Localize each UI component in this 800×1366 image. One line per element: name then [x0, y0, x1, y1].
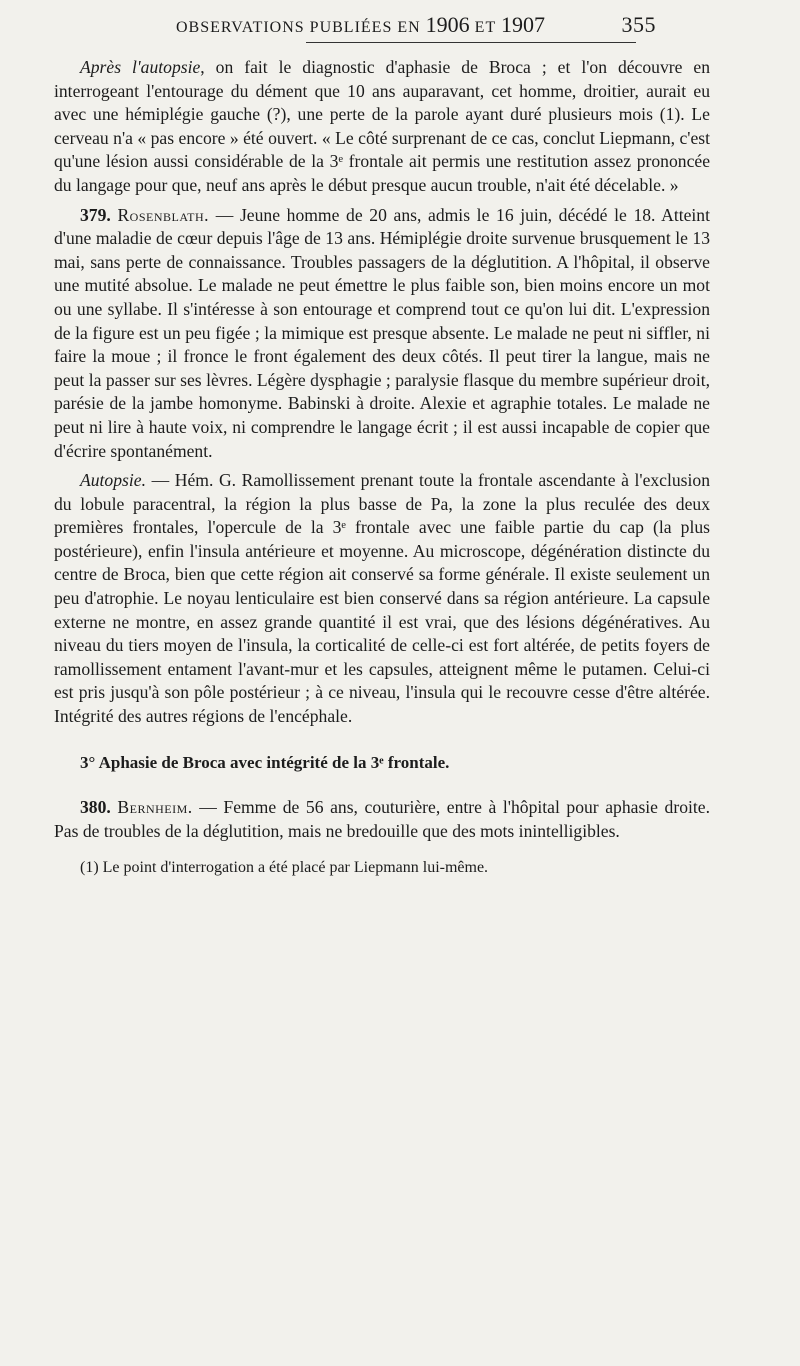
- paragraph-text: — Jeune homme de 20 ans, admis le 16 juin, décédé le 18. Atteint d'une maladie de cœur depuis l'âge de 13 ans. Hémiplégie droite survenue brusquement le 13 mai, sans perte de connaissance. Troubles passagers de la déglutition. A l'hôpital, il observe une mutité absolue. Le malade ne peut émettre le plus faible son, bien moins encore un mot ou une syllabe. Il s'intéresse à son entourage et comprend tout ce qu'on lui dit. L'expression de la figure est un peu figée ; la mimique est presque absente. Le malade ne peut ni siffler, ni faire la moue ; il fronce le front également des deux côtés. Il peut tirer la langue, mais ne peut la passer sur ses lèvres. Légère dysphagie ; paralysie flasque du membre supérieur droit, parésie de la jambe homonyme. Babinski à droite. Alexie et agraphie totales. Le malade ne peut ni lire à haute voix, ni comprendre le langage écrit ; il est aussi incapable de copier que d'écrire spontanément.: [54, 204, 710, 461]
- title-part: OBSERVATIONS PUBLIÉES EN: [176, 19, 426, 36]
- paragraph-text: , on fait le diagnostic d'aphasie de Broca ; et l'on découvre en interrogeant l'entourage du dément que 10 ans auparavant, cet homme, droitier, aurait eu avec une hémiplégie gauche (?), une perte de la parole ayant duré plusieurs mois (1). Le cerveau n'a « pas encore » été ouvert. « Le côté surprenant de ce cas, conclut Liepmann, c'est qu'une lésion aussi considérable de la 3ᵉ frontale ait permis une restitution assez prononcée du langage pour que, neuf ans après le début presque aucun trouble, n'ait été décelable. »: [54, 57, 711, 195]
- observation-379: [54, 204, 710, 464]
- paragraph-autopsy-liepmann: [54, 56, 710, 198]
- footnote: [80, 857, 710, 878]
- observation-author: Rosenblath.: [117, 204, 210, 225]
- year-1906: 1906: [425, 12, 470, 37]
- observation-number: 379.: [80, 204, 111, 225]
- observation-380: [54, 796, 710, 843]
- header-rule: [306, 42, 636, 43]
- running-title: [176, 12, 545, 38]
- observation-number: 380.: [80, 797, 111, 818]
- running-header: [176, 12, 656, 38]
- italic-lead: Autopsie.: [80, 470, 146, 491]
- title-part: ET: [469, 19, 501, 36]
- footnote-text: Le point d'interrogation a été placé par Liepmann lui-même.: [98, 859, 489, 876]
- observation-author: Bernheim.: [117, 797, 193, 818]
- paragraph-text: — Hém. G. Ramollissement prenant toute la frontale ascendante à l'exclusion du lobule paracentral, la région la plus basse de Pa, la zone la plus reculée des deux premières frontales, l'opercule de la 3ᵉ frontale avec une faible partie du cap (la plus postérieure), enfin l'insula antérieure et moyenne. Au microscope, dégénération distincte du centre de Broca, bien que cette région ait conservé sa forme générale. Il existe seulement un peu d'atrophie. Le noyau lenticulaire est bien conservé dans sa région antérieure. La capsule externe ne montre, en assez grande quantité il est vrai, que des lésions dégénératives. Au niveau du tiers moyen de l'insula, la corticalité de celle-ci est fort altérée, de petits foyers de ramollissement entament l'avant-mur et les capsules, atteignent même le putamen. Celui-ci est pris jusqu'à son pôle postérieur ; à ce niveau, l'insula qui le recouvre cesse d'être altérée. Intégrité des autres régions de l'encéphale.: [54, 470, 710, 727]
- main-text: [54, 56, 710, 843]
- paragraph-autopsie: [54, 469, 710, 729]
- paragraph-text: — Femme de 56 ans, couturière, entre à l'hôpital pour aphasie droite. Pas de troubles de la déglutition, mais ne bredouille que des mots inintelligibles.: [54, 797, 710, 841]
- year-1907: 1907: [500, 12, 545, 37]
- italic-lead: Après l'autopsie: [80, 57, 201, 77]
- footnote-marker: (1): [80, 859, 99, 876]
- section-heading: 3° Aphasie de Broca avec intégrité de la 3ᵉ frontale.: [80, 752, 450, 772]
- page-number: 355: [621, 12, 656, 37]
